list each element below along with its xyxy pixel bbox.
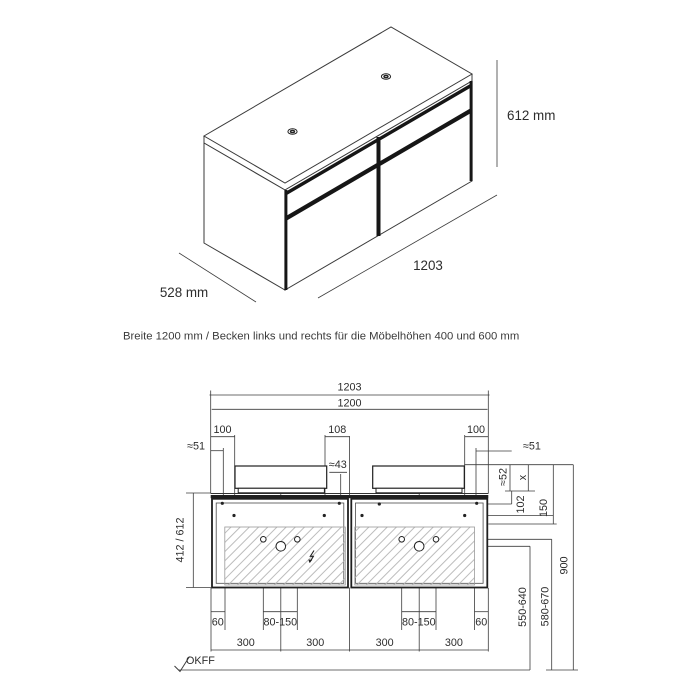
water-connection-right-a <box>399 537 405 543</box>
dim-segment-3: 300 <box>375 636 394 649</box>
iso-height-label: 612 mm <box>507 108 556 123</box>
dim-tap-left: 80-150 <box>263 616 298 629</box>
isometric-view <box>160 27 556 302</box>
dim-drain-range: 550-640 <box>516 587 529 627</box>
installation-zone-left <box>225 527 345 585</box>
elevation-view <box>174 381 578 671</box>
dim-edge-left: 60 <box>211 616 224 629</box>
dim-segment-1: 300 <box>236 636 255 649</box>
floor-level-label: OKFF <box>186 655 215 667</box>
drain-outlet-right <box>414 542 424 552</box>
dim-approx-left: ≈51 <box>187 440 205 453</box>
water-connection-left-a <box>261 537 267 543</box>
dim-102: 102 <box>514 495 527 514</box>
iso-width-label: 1203 <box>413 258 443 273</box>
dim-inner-width: 1200 <box>337 397 362 410</box>
dim-total-width: 1203 <box>337 381 362 394</box>
water-connection-left-b <box>295 537 301 543</box>
countertop-band <box>211 495 489 498</box>
dim-approx-right: ≈51 <box>523 440 541 453</box>
dim-150: 150 <box>537 498 550 518</box>
water-connection-right-b <box>433 537 439 543</box>
dim-tap-right: 80-150 <box>401 616 436 629</box>
dim-offset-left: 100 <box>213 424 232 436</box>
faucet-hole-left-icon <box>288 129 297 135</box>
dim-cabinet-heights: 412 / 612 <box>174 517 187 563</box>
installation-zone-right <box>355 527 475 585</box>
basin-right-base <box>376 488 462 493</box>
dim-supply-range: 580-670 <box>539 586 552 627</box>
dim-edge-right: 60 <box>475 616 488 629</box>
drain-outlet-left <box>276 542 286 552</box>
dim-x: x <box>516 474 529 481</box>
dim-offset-right: 100 <box>466 424 486 436</box>
dim-segment-2: 300 <box>306 636 325 649</box>
dim-offset-center: 108 <box>328 424 347 436</box>
basin-left-base <box>238 488 324 493</box>
dim-approx-center: ≈43 <box>328 459 347 471</box>
basin-left <box>235 466 327 488</box>
subtitle-text: Breite 1200 mm / Becken links und rechts für die Möbelhöhen 400 und 600 mm <box>123 330 520 343</box>
iso-depth-label: 528 mm <box>159 285 209 300</box>
faucet-hole-right-icon <box>381 74 390 80</box>
dim-900: 900 <box>558 556 571 575</box>
dim-approx-52: ≈52 <box>497 468 510 486</box>
basin-right <box>373 466 465 488</box>
dim-segment-4: 300 <box>444 636 463 649</box>
